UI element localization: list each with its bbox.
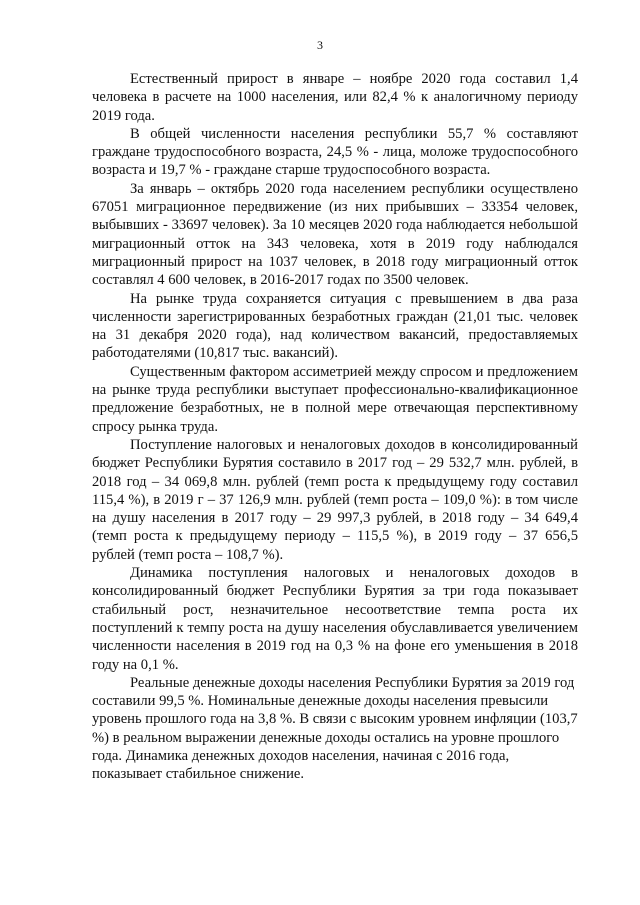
page-number: 3 [317,38,323,52]
document-body [92,70,578,784]
paragraph-natural-growth: Естественный прирост в январе – ноябре 2020 года составил 1,4 человека в расчете на 1000 населения, или 82,4 % к аналогичному периоду 2019 года. [92,71,578,124]
paragraph-labor-market: На рынке труда сохраняется ситуация с превышением в два раза численности зарегистрированных безработных граждан (21,01 тыс. человек на 31 декабря 2020 года), над количеством вакансий, предоставляемых работодателями (10,817 тыс. вакансий). [92,290,578,362]
paragraph-budget-revenue: Поступление налоговых и неналоговых доходов в консолидированный бюджет Республики Бурятия составило в 2017 год – 29 532,7 млн. рублей, в 2018 год – 34 069,8 млн. рублей (темп роста к предыдущему году составил 115,4 %), в 2019 г – 37 126,9 млн. рублей (темп роста – 109,0 %): в том числе на душу населения в 2017 году – 29 997,3 рублей, в 2018 году – 34 649,4 (темп роста к предыдущему периоду – 115,5 %), в 2019 году – 37 656,5 рублей (темп роста – 108,7 %). [92,436,578,563]
paragraph-revenue-dynamics: Динамика поступления налоговых и неналоговых доходов в консолидированный бюджет Республики Бурятия за три года показывает стабильный рост, незначительное несоответствие темпа роста их поступлений к темпу роста на душу населения обуславливается увеличением численности населения в 2019 год на 0,3 % на фоне его уменьшения в 2018 году на 0,1 %. [92,565,578,673]
paragraph-labor-asymmetry: Существенным фактором ассиметрией между спросом и предложением на рынке труда республики выступает профессионально-квалификационное предложение безработных, не в полной мере отвечающая перспективному спросу рынка труда. [92,363,578,435]
paragraph-population-structure: В общей численности населения республики 55,7 % составляют граждане трудоспособного возраста, 24,5 % - лица, моложе трудоспособного возраста и 19,7 % - граждане старше трудоспособного возраста. [92,125,578,179]
paragraph-migration: За январь – октябрь 2020 года населением республики осуществлено 67051 миграционное передвижение (из них прибывших – 33354 человек, выбывших - 33697 человек). За 10 месяцев 2020 года наблюдается небольшой миграционный отток на 343 человека, хотя в 2019 году наблюдался миграционный прирост на 1037 человек, в 2018 году миграционный отток составлял 4 600 человек, в 2016-2017 годах по 3500 человек. [92,180,578,289]
paragraph-real-income: Реальные денежные доходы населения Республики Бурятия за 2019 год составили 99,5 %. Номинальные денежные доходы населения превысили уровень прошлого года на 3,8 %. В связи с высоким уровнем инфляции (103,7 %) в реальном выражении денежные доходы остались на уровне прошлого года. Динамика денежных доходов населения, начиная с 2016 года, показывает стабильное снижение. [92,674,578,783]
